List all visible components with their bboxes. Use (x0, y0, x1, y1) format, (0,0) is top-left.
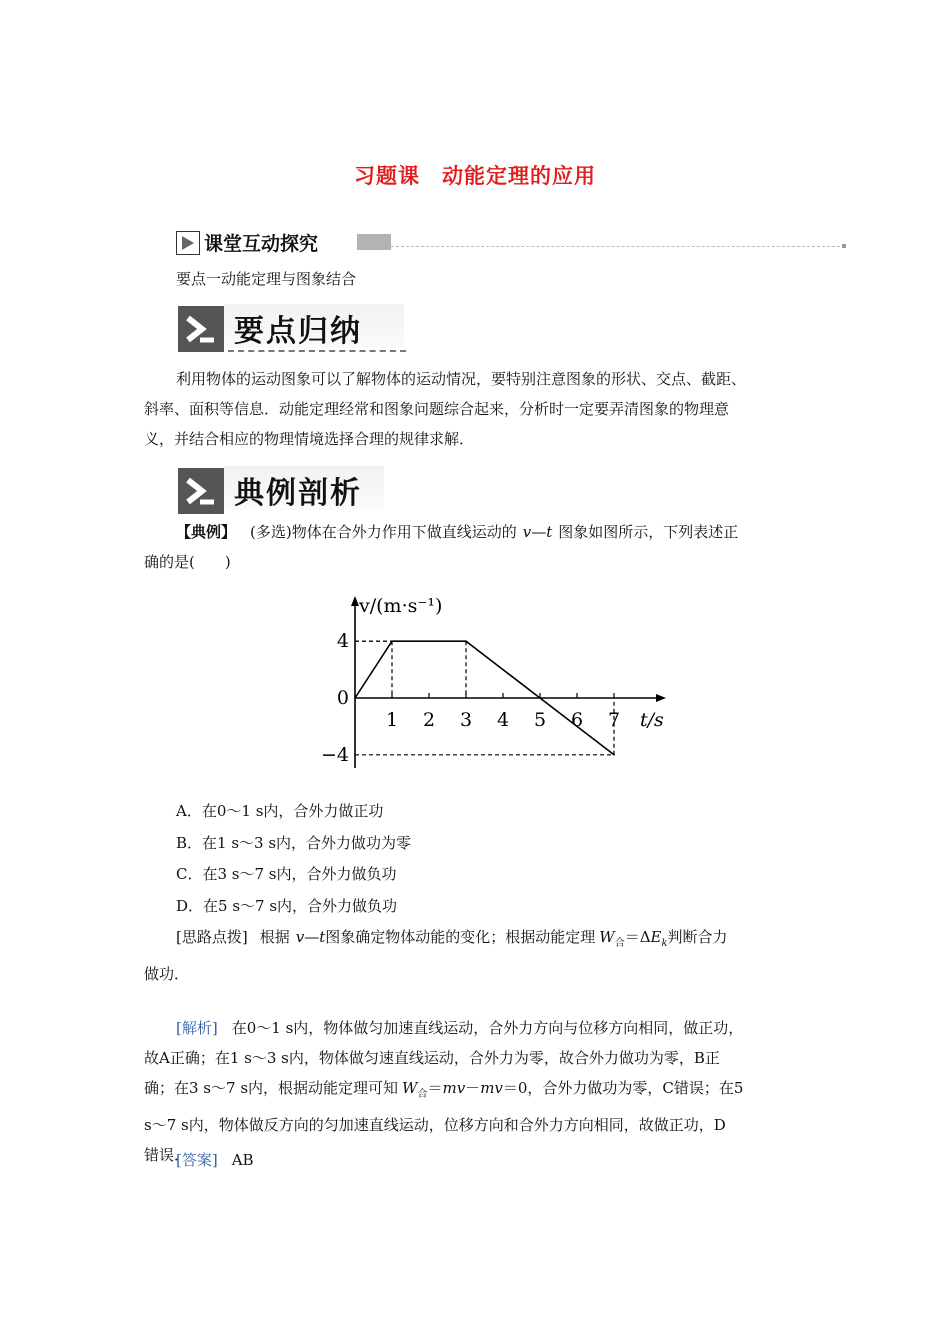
var-w: W (402, 1079, 418, 1097)
summary-line: 义，并结合相应的物理情境选择合理的规律求解． (144, 430, 475, 448)
summary-line: 利用物体的运动图象可以了解物体的运动情况，要特别注意图象的形状、交点、截距、 (176, 370, 747, 388)
var-t: t (546, 523, 553, 541)
subscript: k (661, 938, 668, 949)
answer-line (176, 1145, 254, 1175)
var-v: v (295, 928, 305, 946)
data-point (391, 640, 393, 642)
x-tick-label: 2 (422, 709, 436, 731)
x-axis-label: t/s (640, 709, 664, 731)
heading-text: 要点归纳 (234, 314, 362, 349)
option-d: D．在5 s～7 s内，合外力做负功 (176, 897, 398, 915)
x-tick-label: 5 (533, 709, 547, 731)
hint-text: 做功． (144, 965, 190, 983)
answer-value: AB (231, 1151, 254, 1169)
analysis-text: 故A正确；在1 s～3 s内，物体做匀速直线运动，合外力为零，故合外力做功为零，B正 (144, 1049, 720, 1067)
y-tick-label: 0 (336, 687, 349, 709)
question-text: (多选)物体在合外力作用下做直线运动的 (250, 523, 517, 541)
subtitle: 要点一动能定理与图象结合 (176, 270, 357, 288)
analysis-tag: [解析] (176, 1019, 218, 1037)
vt-chart (320, 588, 670, 778)
x-tick-label: 6 (570, 709, 584, 731)
option-c: C．在3 s～7 s内，合外力做负功 (176, 865, 397, 883)
hint-paragraph (144, 922, 856, 989)
var-mv: mv (442, 1079, 466, 1097)
play-arrow-icon (176, 231, 200, 255)
option-a: A．在0～1 s内，合外力做正功 (176, 802, 384, 820)
question-text: 确的是( ) (144, 553, 231, 571)
arrow-badge-icon (178, 306, 224, 352)
question-text: 图象如图所示，下列表述正 (558, 523, 739, 541)
option-b: B．在1 s～3 s内，合外力做功为零 (176, 834, 412, 852)
section-label: 课堂互动探究 (204, 233, 319, 255)
dash: — (531, 523, 547, 541)
arrow-badge-icon (178, 468, 224, 514)
analysis-text: 在0～1 s内，物体做匀加速直线运动，合外力方向与位移方向相同，做正功， (231, 1019, 744, 1037)
heading-text: 典例剖析 (234, 476, 362, 511)
equals: ＝Δ (624, 928, 651, 946)
var-v: v (522, 523, 532, 541)
heading-example (178, 466, 388, 518)
hint-text: 根据 (259, 928, 290, 946)
answer-tag: [答案] (176, 1151, 218, 1169)
y-tick-label: 4 (336, 630, 349, 653)
var-e: E (650, 928, 662, 946)
x-axis-arrow (656, 694, 666, 702)
heading-key-points (178, 304, 408, 356)
example-tag: 【典例】 (176, 523, 237, 541)
x-tick-label: 1 (385, 709, 399, 731)
analysis-text: s～7 s内，物体做反方向的匀加速直线运动，位移方向和合外力方向相同，故做正功，D (144, 1116, 726, 1134)
hint-text: 图象确定物体动能的变化；根据动能定理 (325, 928, 596, 946)
y-tick-label: −4 (320, 743, 349, 766)
var-w: W (599, 928, 615, 946)
section-decoration (357, 234, 391, 250)
page-title: 习题课 动能定理的应用 (354, 164, 596, 188)
y-axis-arrow (351, 596, 359, 606)
subscript: 合 (614, 938, 625, 949)
hint-text: 判断合力 (667, 928, 728, 946)
x-tick-label: 7 (607, 709, 621, 731)
section-end-dot (842, 244, 846, 248)
subscript: 合 (417, 1089, 428, 1100)
analysis-text: ＝0，合外力做功为零，C错误；在5 (502, 1079, 744, 1097)
analysis-text: 确；在3 s～7 s内，根据动能定理可知 (144, 1079, 399, 1097)
analysis-paragraph (144, 1013, 856, 1170)
section-bar (176, 228, 848, 258)
var-mv: mv (480, 1079, 503, 1097)
data-point (613, 754, 615, 756)
y-axis-label: v/(m·s⁻¹) (359, 595, 443, 617)
x-tick-label: 4 (496, 709, 510, 731)
data-point (539, 697, 541, 699)
section-divider (391, 246, 845, 247)
minus: － (465, 1079, 481, 1097)
hint-tag: [思路点拨] (176, 928, 248, 946)
analysis-text: 错误． (144, 1146, 190, 1164)
example-question (144, 517, 856, 577)
summary-line: 斜率、面积等信息．动能定理经常和图象问题综合起来，分析时一定要弄清图象的物理意 (144, 400, 730, 418)
equals: ＝ (427, 1079, 443, 1097)
var-t: t (319, 928, 326, 946)
data-point (465, 640, 467, 642)
data-point (354, 697, 356, 699)
x-tick-label: 3 (459, 709, 473, 731)
summary-paragraph (144, 364, 856, 454)
dash: — (304, 928, 320, 946)
